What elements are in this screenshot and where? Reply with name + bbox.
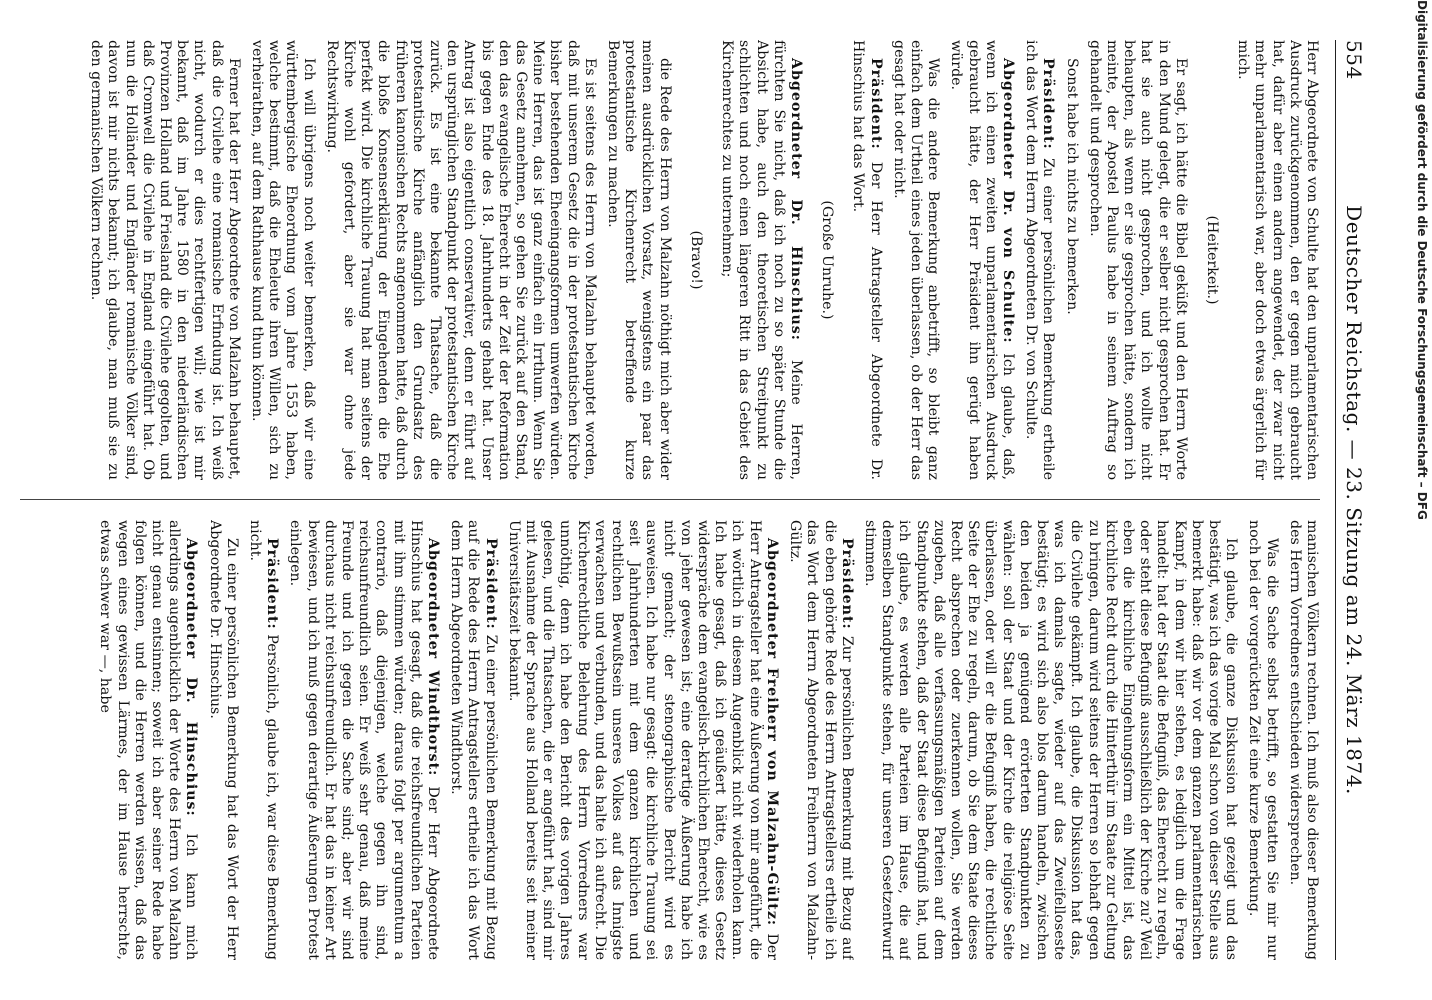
paragraph	[248, 40, 317, 480]
paragraph-text: die Rede des Herrn von Malzahn nöthigt mich aber wider meinen ausdrücklichen Vorsatz, wenigstens ein paar das protestantische Kirchenrecht betreffende kurze Bemerkungen zu machen.	[605, 40, 673, 480]
speech-paragraph	[246, 520, 280, 960]
paragraph-text: Der Herr Abgeordnete Hinschius hat gesagt, daß die reichsfreundlichen Parteien mit ihm stimmen würden; daraus folgt per argumentum a contrario, daß diejenigen, welche gegen ihn sind, reichsunfreundlich seien. Er weiß sehr genau, daß meine Freunde und ich gegen die Sache sind; aber wir sind durchaus nicht reichsunfreundlich. Er hat das in keiner Art bewiesen, und ich muß gegen derartige Äußerungen Protest einlegen.	[287, 520, 442, 960]
speech-paragraph	[718, 40, 804, 480]
interjection: (Bravo!)	[687, 230, 704, 290]
speech-paragraph	[447, 520, 499, 960]
paragraph-text: Meine Herren, fürchten Sie nicht, daß ich noch zu so später Stunde die Absicht habe, auch den theoretischen Streitpunkt zu schlichten und noch einen längeren Ritt in das Gebiet des Kirchenrechtes zu unternehmen;	[719, 40, 804, 480]
paragraph-text: Der Herr Antragsteller hat eine Äußerung von mir angeführt, die ich wörtlich in diesem Augenblick nicht wiederholen kann. Ich habe gesagt, daß ich geäußert hätte, dieses Gesetz widerspräche dem evangelisch-kirchlichen Eherecht, wie es von jeher gewesen ist; eine derartige Äußerung habe ich nicht gemacht; der stenographische Bericht wird es ausweisen. Ich habe nur gesagt: die kirchliche Trauung sei seit Jahrhunderten mit dem ganzen kirchlichen und rechtlichen Bewußtsein unseres Volkes auf das Innigste verwachsen und verbunden, und das halte ich aufrecht. Die Kirchenrechtliche Belehrung des Herrn Vorredners war unnöthig, denn ich habe den Bericht des vorigen Jahres gelesen, und die Thatsachen, die er angeführt hat, sind mir mit Ausnahme der Sprache aus Holland bereits seit meiner Universitätszeit bekannt.	[505, 520, 780, 960]
paragraph-text: Er sagt, ich hätte die Bibel geküßt und den Herrn Worte in den Mund gelegt, die er selber nicht gesprochen hat. Er hat sie auch nicht gesprochen, und ich wollte nicht behaupten, als wenn er sie gesprochen hätte, sondern ich meinte, der Apostel Paulus habe in seinem Auftrag so gehandelt und gesprochen.	[1086, 40, 1189, 480]
paragraph	[1234, 40, 1320, 480]
paragraph-text: Ferner hat der Herr Abgeordnete von Malzahn behauptet, daß die Civilehe eine romanische Erfindung ist. Ich weiß nicht, wodurch er dies rechtfertigen will; wie ist mir bekannt, daß im Jahre 1580 in den niederländischen Provinzen Holland und Friesland die Civilehe gegolten, und daß Cromwell die Civilehe in England eingeführt hat. Ob nun die Holländer und Engländer romanische Völker sind, davon ist mir nichts bekannt; ich glaube, man muß sie zu den germanischen Völkern rechnen.	[88, 40, 242, 480]
paragraph-text: Es ist seitens des Herrn von Malzahn behauptet worden, daß mit unserem Gesetz die in der protestantischen Kirche bisher bestehenden Eheeingangsformen umwerfen würden. Meine Herren, das ist ganz einfach ein Irrthum. Wenn Sie das Gesetz annehmen, so gehen Sie zurück auf den Stand, den das evangelische Eherecht in der Zeit der Reformation bis gegen Ende des 18. Jahrhunderts gehabt hat. Unser Antrag ist also eigentlich conservativer, denn er führt auf den ursprünglichen Standpunkt der protestantischen Kirche zurück. Es ist eine bekannte Thatsache, daß die protestantische Kirche anfänglich den Grundsatz des früheren kanonischen Rechts angenommen hatte, daß durch die bloße Konsenserklärung der Eingehenden die Ehe perfekt wird. Die kirchliche Trauung hat man seitens der Kirche wohl gefordert, aber sie war ohne jede Rechtswirkung.	[323, 40, 598, 480]
paragraph-text: Herr Abgeordnete von Schulte hat den unparlamentarischen Ausdruck zurückgenommen, den er gegen mich gebraucht hat, dafür aber einen andern angewendet, der zwar nicht mehr unparlamentarisch war, aber doch etwas ärgerlich für mich.	[1235, 40, 1320, 480]
speaker-name: Präsident:	[867, 58, 884, 150]
paragraph-text: Zu einer persönlichen Bemerkung hat das Wort der Herr Abgeordnete Dr. Hinschius.	[206, 520, 240, 960]
paragraph-text: Zu einer persönlichen Bemerkung ertheile ich das Wort dem Herrn Abgeordneten Dr. von Schulte.	[1023, 40, 1057, 480]
speaker-name: Präsident:	[264, 538, 281, 630]
column-divider	[20, 499, 1320, 500]
paragraph	[323, 40, 598, 480]
paragraph-text: Sonst habe ich nichts zu bemerken.	[1063, 58, 1080, 315]
speaker-name: Abgeordneter Freiherr von Malzahn-Gültz:	[763, 538, 780, 927]
right-column	[10, 520, 1320, 960]
speech-paragraph	[1022, 40, 1056, 480]
speaker-name: Abgeordneter Dr. von Schulte:	[999, 58, 1016, 344]
interjection: (Heiterkeit.)	[1203, 215, 1220, 305]
running-head	[1338, 40, 1374, 960]
paragraph	[861, 520, 1239, 960]
paragraph	[205, 520, 239, 960]
paragraph-text: Der Herr Antragsteller Abgeordnete Dr. Hinschius hat das Wort.	[850, 40, 884, 480]
paragraph-text: Ich will übrigens noch weiter bemerken, daß wir eine württembergische Eheordnung vom Jahre 1553 haben, welche bestimmt, daß die Eheleute ihren Willen, sich zu verheirathen, auf dem Rathhause kund thun können.	[249, 40, 317, 480]
dfg-credit-text: Digitalisierung gefördert durch die Deutsche Forschungsgemeinschaft – DFG	[1415, 0, 1429, 520]
speech-paragraph	[786, 520, 855, 960]
paragraph-text: Ich glaube, daß, wenn ich einen zweiten unparlamentarischen Ausdruck gebraucht hätte, der Herr Präsident ihn gerügt haben würde.	[948, 40, 1016, 480]
header-rule	[1335, 40, 1336, 960]
speaker-name: Präsident:	[1040, 58, 1057, 150]
paragraph-text: Ich glaube, die ganze Diskussion hat gezeigt und das bestätigt, was ich das vorige Mal schon von dieser Stelle aus bemerkt habe: daß wir vor dem ganzen parlamentarischen Kampf, in dem wir hier stehen, es lediglich um die Frage handelt: hat der Staat die Befugniß, das Eherecht zu regeln, oder steht diese Befugniß ausschließlich der Kirche zu? Weil eben die kirchliche Eingehungsform ein Mittel ist, das kirchliche Recht durch die Hinterthür im Staate zur Geltung zu bringen, darum wird seitens der Herren so lebhaft gegen die Civilehe gekämpft. Ich glaube, die Diskussion hat das, was ich damals sagte, wieder auf das Zweifelloseste bestätigt; es wird sich also blos darum handeln, zwischen den beiden ja genügend erörterten Standpunkten zu wählen: soll der Staat und der Kirche die religiöse Seite überlassen, oder will er die Befugniß haben, die rechtliche Seite der Ehe zu regeln, darum, ob Sie dem Staate dieses Recht absprechen oder zuerkennen wollen, Sie werden zugeben, daß alle verfassungsmäßigen Parteien auf dem Standpunkte stehen, daß der Staat diese Befugniß hat, und ich glaube, es werden alle Parteien im Hause, die auf demselben Standpunkte stehen, für unseren Gesetzentwurf stimmen.	[861, 520, 1240, 960]
speaker-name: Präsident:	[838, 538, 855, 630]
paragraph-text: Zu einer persönlichen Bemerkung mit Bezug auf die Rede des Herrn Antragstellers ertheile ich das Wort dem Herrn Abgeordneten Windthorst.	[448, 520, 499, 960]
paragraph-text: Zur persönlichen Bemerkung mit Bezug auf die eben gehörte Rede des Herrn Antragstellers ertheile ich das Wort dem Herrn Abgeordneten Freiherrn von Malzahn-Gültz.	[787, 520, 855, 960]
paragraph-text: Persönlich, glaube ich, war diese Bemerkung nicht.	[247, 520, 281, 960]
speech-paragraph	[286, 520, 441, 960]
paragraph-text: manischen Völkern rechnen. Ich muß also dieser Bemerkung des Herrn Vorredners entschieden widersprechen.	[1286, 520, 1320, 960]
paragraph-text: Ich kann mich allerdings augenblicklich der Worte des Herrn von Malzahn nicht genau entsinnen; soweit ich aber seiner Rede habe folgen können, und die Herren werden wissen, daß das wegen eines gewissen Lärmes, der im Hause herrschte, etwas schwer war —, habe	[97, 520, 200, 960]
digitization-credit	[1412, 0, 1432, 1000]
paragraph	[1245, 520, 1279, 960]
speech-paragraph	[505, 520, 780, 960]
paragraph	[1286, 520, 1320, 960]
speaker-name: Abgeordneter Dr. Hinschius:	[183, 538, 200, 817]
page-header-title: Deutscher Reichstag. — 23. Sitzung am 24. März 1874.	[1342, 205, 1366, 795]
paragraph	[604, 40, 673, 480]
paragraph-text: Was die andere Bemerkung anbetrifft, so bleibt ganz einfach dem Urtheil eines jeden überlassen, ob der Herr das gesagt hat oder nicht.	[890, 40, 942, 480]
speech-paragraph	[947, 40, 1016, 480]
speaker-name: Präsident:	[482, 538, 499, 630]
paragraph	[87, 40, 242, 480]
speech-paragraph	[96, 520, 199, 960]
paragraph	[1062, 40, 1079, 480]
left-column	[10, 40, 1320, 480]
paragraph-text: Was die Sache selbst betrifft, so gestatten Sie mir nur noch bei der vorgerückten Zeit eine kurze Bemerkung.	[1246, 520, 1280, 960]
paragraph	[1086, 40, 1189, 480]
speaker-name: Abgeordneter Windthorst:	[425, 538, 442, 777]
speaker-name: Abgeordneter Dr. Hinschius:	[787, 58, 804, 341]
paragraph	[890, 40, 942, 480]
page-number: 554	[1342, 40, 1366, 80]
speech-paragraph	[849, 40, 883, 480]
interjection: (Große Unruhe.)	[819, 200, 836, 320]
